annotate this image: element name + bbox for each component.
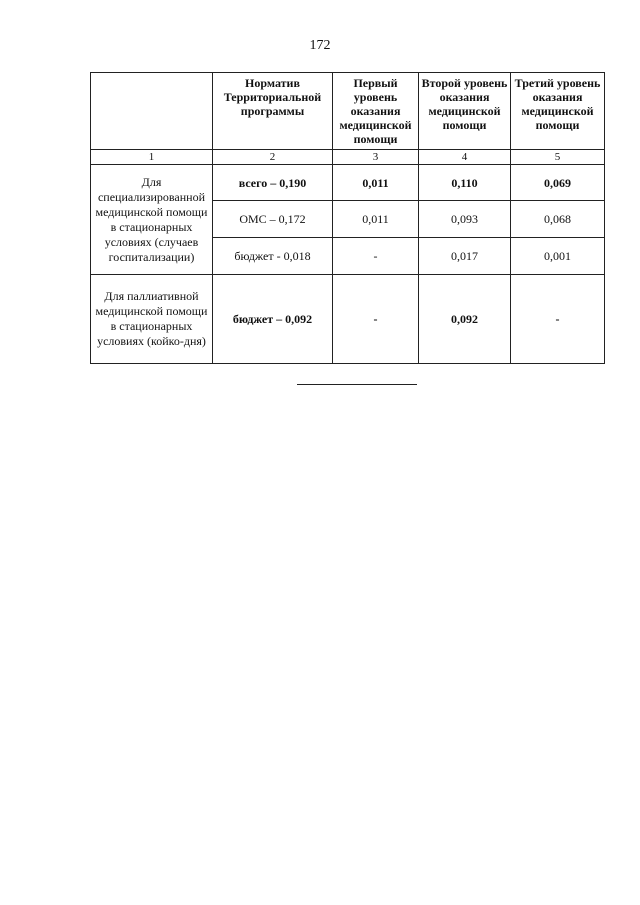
level-1-cell: - bbox=[333, 238, 419, 275]
norm-table bbox=[90, 72, 605, 364]
norm-cell: бюджет - 0,018 bbox=[213, 238, 333, 275]
level-3-cell: 0,068 bbox=[511, 201, 605, 238]
header-cell-empty bbox=[91, 73, 213, 150]
column-number-row bbox=[91, 150, 605, 165]
header-level-1: Первый уровень оказания медицинской помощи bbox=[333, 73, 419, 150]
column-number: 2 bbox=[213, 150, 333, 165]
norm-cell: ОМС – 0,172 bbox=[213, 201, 333, 238]
level-1-cell: 0,011 bbox=[333, 201, 419, 238]
header-row bbox=[91, 73, 605, 150]
end-divider bbox=[297, 384, 417, 385]
level-2-cell: 0,093 bbox=[419, 201, 511, 238]
table-row bbox=[91, 165, 605, 201]
level-2-cell: 0,092 bbox=[419, 275, 511, 364]
header-norm: Норматив Территориальной программы bbox=[213, 73, 333, 150]
column-number: 5 bbox=[511, 150, 605, 165]
level-1-cell: - bbox=[333, 275, 419, 364]
header-level-2: Второй уровень оказания медицинской помощи bbox=[419, 73, 511, 150]
category-palliative-care: Для паллиативной медицинской помощи в стационарных условиях (койко-дня) bbox=[91, 275, 213, 364]
column-number: 3 bbox=[333, 150, 419, 165]
table-row bbox=[91, 275, 605, 364]
column-number: 4 bbox=[419, 150, 511, 165]
header-level-3: Третий уровень оказания медицинской помощи bbox=[511, 73, 605, 150]
column-number: 1 bbox=[91, 150, 213, 165]
level-3-cell: - bbox=[511, 275, 605, 364]
level-2-cell: 0,017 bbox=[419, 238, 511, 275]
norm-cell: всего – 0,190 bbox=[213, 165, 333, 201]
level-1-cell: 0,011 bbox=[333, 165, 419, 201]
page-number: 172 bbox=[309, 38, 331, 53]
category-specialized-care: Для специализированной медицинской помощи в стационарных условиях (случаев госпитализации) bbox=[91, 165, 213, 275]
level-3-cell: 0,001 bbox=[511, 238, 605, 275]
level-2-cell: 0,110 bbox=[419, 165, 511, 201]
level-3-cell: 0,069 bbox=[511, 165, 605, 201]
norm-cell: бюджет – 0,092 bbox=[213, 275, 333, 364]
